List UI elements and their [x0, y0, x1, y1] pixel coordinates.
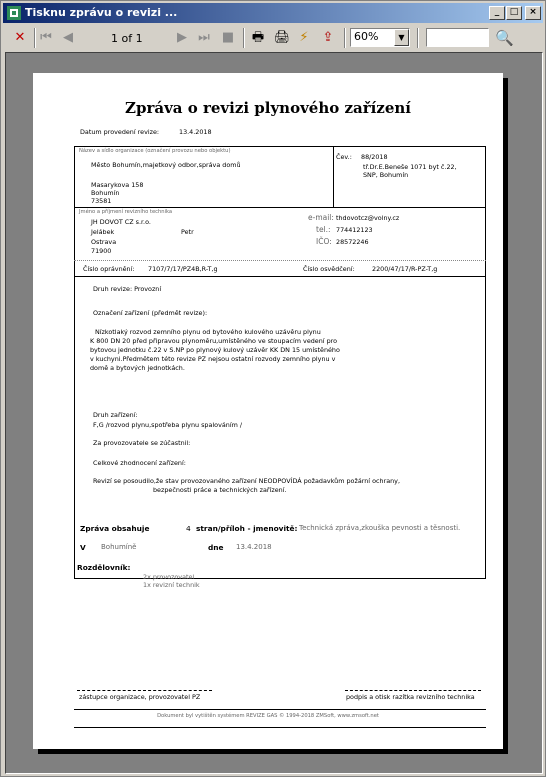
date-label: Datum provedení revize:: [80, 128, 160, 136]
distribution-item: 1x revizní technik: [143, 581, 200, 589]
conclusion-line1: Revizí se posoudilo,že stav provozovaného zařízení NEODPOVÍDÁ požadavkům požární ochrany,: [93, 477, 400, 485]
tech-zip: 71900: [91, 247, 112, 255]
device-kind-label: Druh zařízení:: [93, 411, 138, 419]
device-desc-line: v kuchyni.Předmětem této revize PZ nejsou ostatní rozvody zemního plynu v: [90, 355, 336, 363]
place-value: Bohumíně: [101, 543, 137, 551]
address-line1: tř.Dr.E.Beneše 1071 byt č.22,: [363, 163, 457, 171]
tel-value: 774412123: [336, 226, 373, 234]
next-page-icon[interactable]: ▶: [177, 30, 187, 45]
first-page-icon[interactable]: ⏮: [40, 30, 52, 45]
device-desc-line: bytovou jednotku č.22 v S.NP po plynový kulový uzávěr KK DN 15 umístěného: [90, 346, 340, 354]
tech-caption: Jméno a příjmení revizního technika: [79, 209, 173, 215]
export-lightning-icon[interactable]: ⚡: [299, 30, 309, 45]
owner-street: Masarykova 158: [91, 181, 144, 189]
preview-viewport[interactable]: [5, 52, 543, 774]
minimize-button[interactable]: _: [489, 6, 505, 20]
state-label: Celkové zhodnocení zařízení:: [93, 459, 186, 467]
search-input[interactable]: [426, 28, 489, 47]
cert-value: 2200/47/17/R-PZ-T,g: [372, 265, 438, 273]
owner-name: Město Bohumín,majetkový odbor,správa domů: [91, 161, 241, 169]
owner-caption: Název a sídlo organizace (označení provozu nebo objektu): [79, 148, 231, 154]
toolbar-separator: [344, 28, 346, 48]
contains-label: Zpráva obsahuje: [80, 524, 150, 533]
contains-count: 4: [186, 524, 191, 533]
device-desc-line: domě a bytových jednotkách.: [90, 364, 185, 372]
distribution-item: 2x provozovatel: [143, 573, 195, 581]
stop-icon[interactable]: ■: [221, 30, 235, 45]
divider: [74, 260, 486, 261]
toolbar: [3, 25, 543, 51]
attached-label: Za provozovatele se zúčastnil:: [93, 439, 191, 447]
ev-label: Čev.:: [336, 153, 352, 161]
export-icon[interactable]: ⇪: [322, 30, 334, 45]
device-desc-line: Nízkotlaký rozvod zemního plynu od bytového kulového uzávěru plynu: [95, 328, 321, 336]
zoom-value: 60%: [354, 30, 379, 43]
tech-company: JH DOVOT CZ s.r.o.: [91, 218, 151, 226]
last-page-icon[interactable]: ⏭: [198, 30, 210, 45]
ico-value: 28572246: [336, 238, 369, 246]
divider: [74, 207, 486, 208]
ico-label: IČO:: [316, 237, 332, 246]
close-button[interactable]: ×: [525, 6, 541, 20]
distribution-label: Rozdělovník:: [77, 563, 131, 572]
report-title: Zpráva o revizi plynového zařízení: [125, 99, 411, 117]
tel-label: tel.:: [316, 225, 331, 234]
toolbar-separator: [417, 28, 419, 48]
signature-line-left: [77, 690, 212, 691]
auth-value: 7107/7/17/PZ4B,R-T,g: [148, 265, 218, 273]
toolbar-separator: [34, 28, 36, 48]
device-kind-value: F,G /rozvod plynu,spotřeba plynu spalováním /: [93, 421, 243, 429]
print-setup-icon[interactable]: 🖨: [273, 30, 291, 45]
toolbar-separator: [243, 28, 245, 48]
device-desc-line: K 800 DN 20 před připravou plynoměru,umístěného ve stoupacím vedení pro: [90, 337, 338, 345]
signature-right-label: podpis a otisk razítka revizního technika: [346, 693, 475, 701]
tech-last-name: Jelábek: [91, 228, 115, 236]
date-value: 13.4.2018: [179, 128, 212, 136]
email-value: thdovotcz@volny.cz: [336, 214, 400, 222]
chevron-down-icon[interactable]: ▼: [394, 29, 409, 46]
email-label: e-mail:: [308, 213, 334, 222]
binoculars-search-icon[interactable]: 🔍: [495, 29, 514, 47]
contains-pages-label: stran/příloh - jmenovitě:: [196, 524, 298, 533]
owner-zip: 73581: [91, 197, 112, 205]
app-icon: [7, 6, 21, 20]
tech-first-name: Petr: [181, 228, 194, 236]
page-indicator: 1 of 1: [111, 32, 143, 45]
tech-city: Ostrava: [91, 238, 117, 246]
cert-label: Číslo osvědčení:: [303, 265, 355, 273]
divider: [333, 146, 334, 207]
maximize-button[interactable]: □: [506, 6, 522, 20]
address-line2: SNP, Bohumín: [363, 171, 409, 179]
divider: [74, 276, 486, 277]
owner-city: Bohumín: [91, 189, 120, 197]
footer-divider: [74, 709, 486, 710]
place-label: V: [80, 543, 86, 552]
footer-note: Dokument byl vytištěn systémem REVIZE GAS © 1994-2018 ZMSoft, www.zmsoft.net: [157, 713, 379, 719]
auth-label: Číslo oprávnění:: [83, 265, 135, 273]
signature-line-right: [345, 690, 481, 691]
print-icon[interactable]: 🖶: [251, 30, 265, 45]
ev-value: 88/2018: [361, 153, 388, 161]
signature-left-label: zástupce organizace, provozovatel PZ: [79, 693, 201, 701]
device-label: Označení zařízení (předmět revize):: [93, 309, 208, 317]
conclusion-line2: bezpečnosti práce a technických zařízení.: [153, 486, 287, 494]
day-value: 13.4.2018: [236, 543, 272, 551]
footer-divider: [74, 727, 486, 728]
report-page: [33, 73, 503, 749]
previous-page-icon[interactable]: ◀: [63, 30, 73, 45]
day-label: dne: [208, 543, 224, 552]
close-preview-icon[interactable]: ✕: [14, 30, 26, 45]
contains-pages-value: Technická zpráva,zkouška pevnosti a těsnosti.: [299, 524, 461, 532]
revision-type: Druh revize: Provozní: [93, 285, 162, 293]
title-bar[interactable]: [3, 3, 543, 23]
window-title: Tisknu zprávu o revizi ...: [25, 6, 178, 19]
zoom-select[interactable]: [350, 28, 410, 47]
